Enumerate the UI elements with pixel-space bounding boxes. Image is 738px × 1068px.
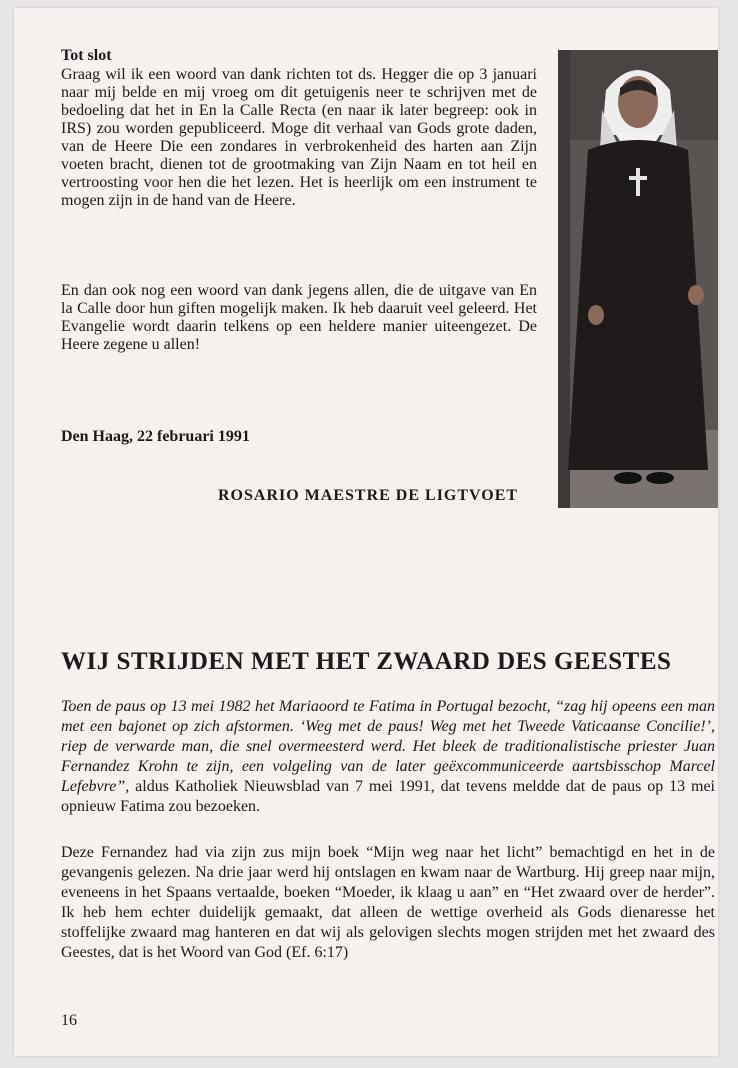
portrait-illustration	[558, 50, 718, 508]
closing-paragraph-1: Graag wil ik een woord van dank richten tot ds. Hegger die op 3 januari naar mij belde en mij vroeg om dit getuigenis neer te schrijven met de bedoeling dat het in En la Calle Recta (en naar ik later begreep: ook in IRS) zou worden gepubliceerd. Moge dit verhaal van Gods grote daden, van de Heere Die een zondares in verbrokenheid des harten aan Zijn voeten bracht, dienen tot de grootmaking van Zijn Naam en tot heil en vertroosting voor hen die het lezen. Het is heerlijk om een instrument te mogen zijn in de hand van de Heere.	[61, 66, 537, 209]
article-intro	[61, 697, 715, 817]
closing-paragraph-2: En dan ook nog een woord van dank jegens allen, die de uitgave van En la Calle door hun giften mogelijk maken. Ik heb daaruit veel geleerd. Het Evangelie wordt daarin telkens op een heldere manier uiteengezet. De Heere zegene u allen!	[61, 282, 537, 353]
section-heading: Tot slot	[61, 47, 112, 64]
intro-italic-text: Toen de paus op 13 mei 1982 het Mariaoord te Fatima in Portugal bezocht, “zag hij opeens een man met een bajonet op zich afstormen. ‘Weg met de paus! Weg met het Tweede Vaticaanse Concilie!’, riep de verwarde man, die snel overmeesterd werd. Het bleek de traditionalistische priester Juan Fernandez Krohn te zijn, een volgeling van de later geëxcommuniceerde aartsbisschop Marcel Lefebvre”,	[61, 698, 715, 795]
intro-plain-text: aldus Katholiek Nieuwsblad van 7 mei 1991, dat tevens meldde dat de paus op 13 mei opnieuw Fatima zou bezoeken.	[61, 778, 715, 815]
nun-portrait-photo	[558, 50, 718, 508]
article-title: WIJ STRIJDEN MET HET ZWAARD DES GEESTES	[61, 648, 672, 675]
author-signature: ROSARIO MAESTRE DE LIGTVOET	[218, 487, 519, 504]
dateline: Den Haag, 22 februari 1991	[61, 428, 250, 445]
article-paragraph: Deze Fernandez had via zijn zus mijn boek “Mijn weg naar het licht” bemachtigd en het in de gevangenis gelezen. Na drie jaar werd hij ontslagen en kwam naar de Wartburg. Hij greep naar mijn, eveneens in het Spaans vertaalde, boeken “Moeder, ik klaag u aan” en “Het zwaard over de herder”. Ik heb hem echter duidelijk gemaakt, dat alleen de wettige overheid als Gods dienaresse het stoffelijke zwaard mag hanteren en dat wij als gelovigen slechts mogen strijden met het zwaard des Geestes, dat is het Woord van God (Ef. 6:17)	[61, 844, 715, 961]
page-number: 16	[61, 1012, 77, 1029]
